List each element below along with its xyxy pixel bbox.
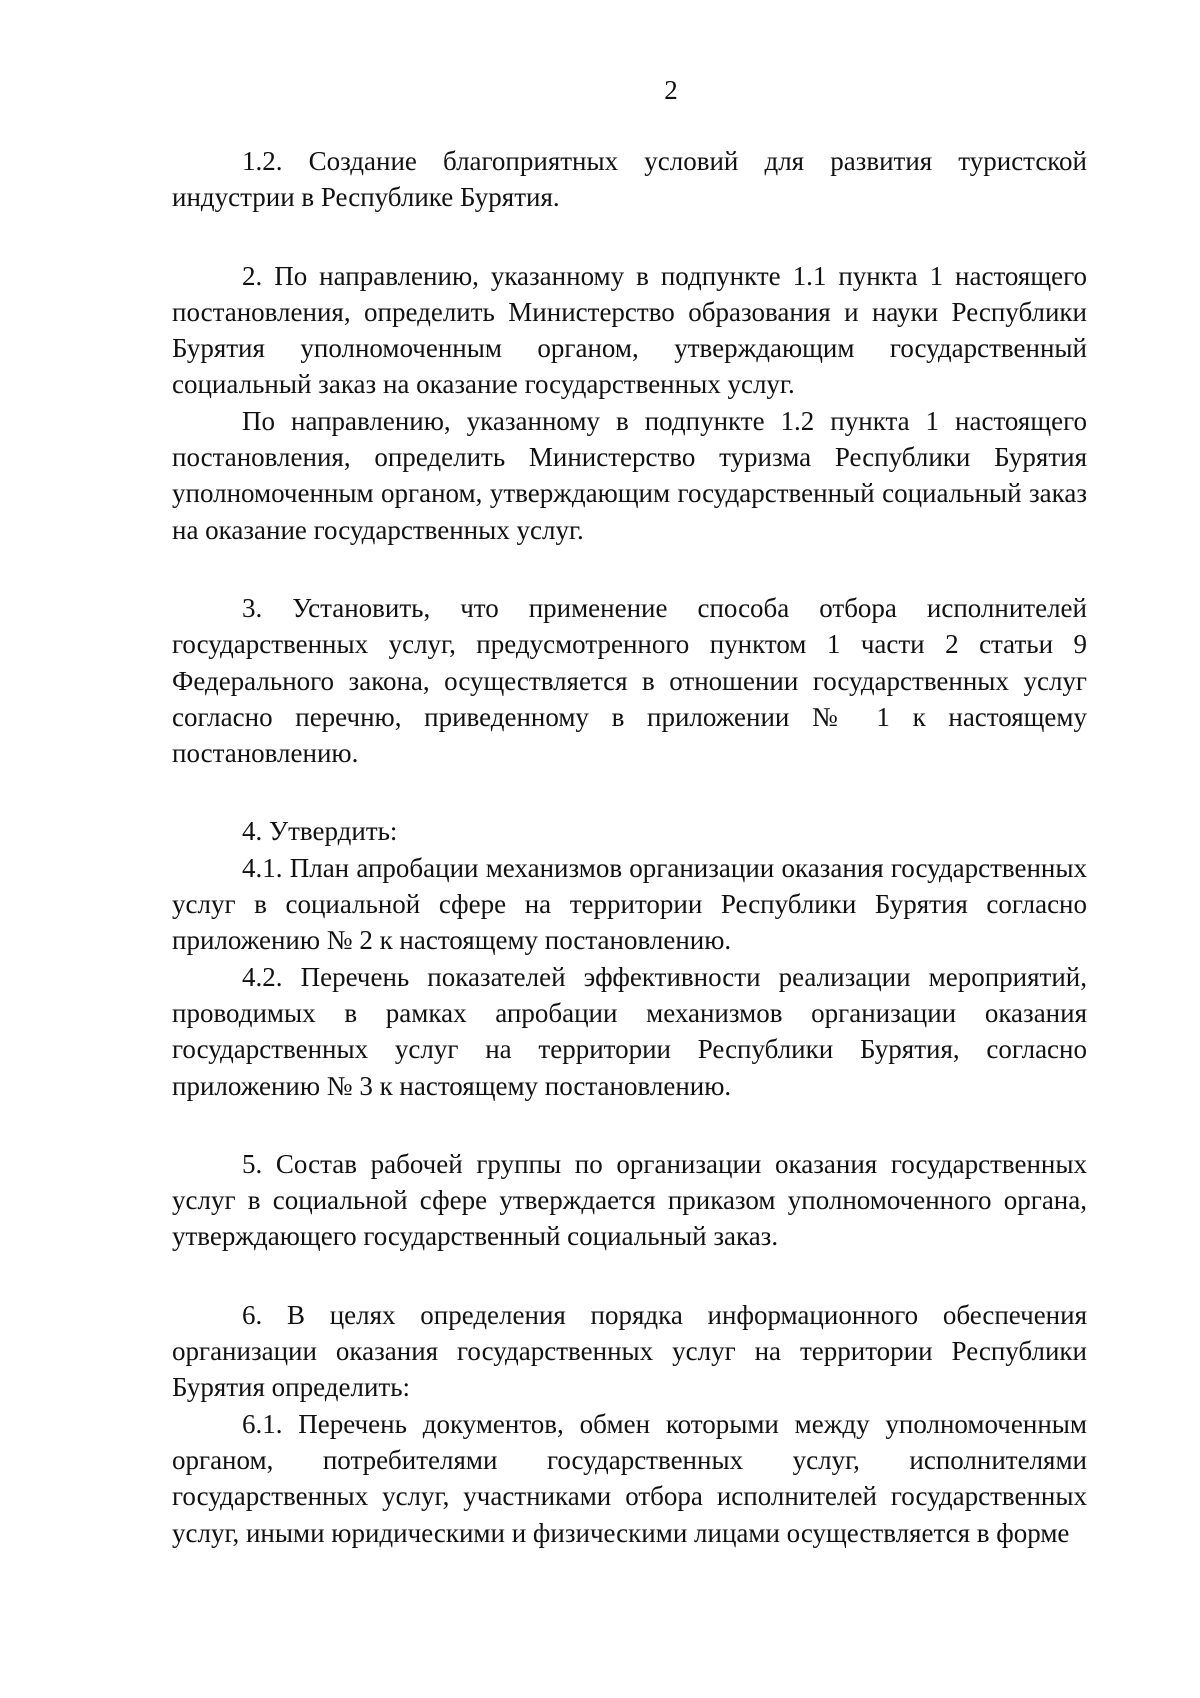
paragraph-6: 6. В целях определения порядка информационного обеспечения организации оказания государственных услуг на территории Республики Бурятия определить:	[172, 1299, 1087, 1403]
paragraph-1-2: 1.2. Создание благоприятных условий для развития туристской индустрии в Республике Бурятия.	[172, 146, 1087, 213]
paragraph-4: 4. Утвердить:	[242, 816, 398, 847]
paragraph-2-continued: По направлению, указанному в подпункте 1.2 пункта 1 настоящего постановления, определить Министерство туризма Республики Бурятия уполномоченным органом, утверждающим государственный социальный заказ на оказание государственных услуг.	[172, 405, 1087, 545]
paragraph-4-2: 4.2. Перечень показателей эффективности реализации мероприятий, проводимых в рамках апробации механизмов организации оказания государственных услуг на территории Республики Бурятия, согласно приложению № 3 к настоящему постановлению.	[172, 961, 1087, 1101]
paragraph-2: 2. По направлению, указанному в подпункте 1.1 пункта 1 настоящего постановления, определить Министерство образования и науки Республики Бурятия уполномоченным органом, утверждающим государственный социальный заказ на оказание государственных услуг.	[172, 260, 1087, 400]
paragraph-4-1: 4.1. План апробации механизмов организации оказания государственных услуг в социальной сфере на территории Республики Бурятия согласно приложению № 2 к настоящему постановлению.	[172, 852, 1087, 956]
paragraph-6-1: 6.1. Перечень документов, обмен которыми между уполномоченным органом, потребителями государственных услуг, исполнителями государственных услуг, участниками отбора исполнителей государственных услуг, иными юридическими и физическими лицами осуществляется в форме	[172, 1408, 1087, 1548]
document-body	[172, 143, 1087, 1551]
paragraph-5: 5. Состав рабочей группы по организации оказания государственных услуг в социальной сфере утверждается приказом уполномоченного органа, утверждающего государственный социальный заказ.	[172, 1148, 1087, 1252]
paragraph-3: 3. Установить, что применение способа отбора исполнителей государственных услуг, предусмотренного пунктом 1 части 2 статьи 9 Федерального закона, осуществляется в отношении государственных услуг согласно перечню, приведенному в приложении № 1 к настоящему постановлению.	[172, 592, 1087, 769]
page-number: 2	[664, 75, 678, 105]
